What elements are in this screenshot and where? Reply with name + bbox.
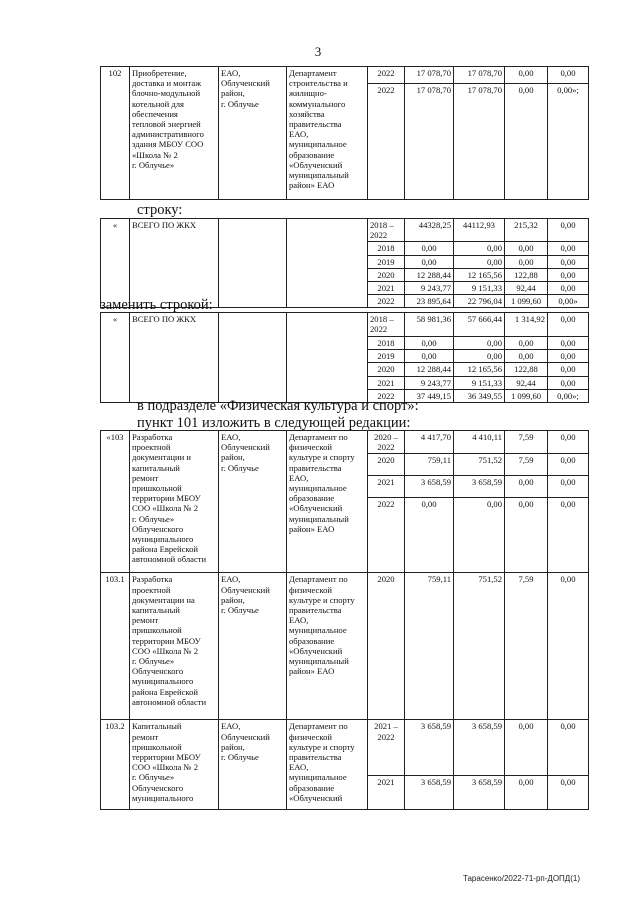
executor: Департамент по физической культуре и спорту правительства ЕАО, муниципальное образование «Облученский муниципальный район» ЕАО: [287, 431, 368, 573]
value-cell: 0,00: [454, 350, 505, 363]
value-cell: 215,32: [505, 219, 548, 242]
instruction-text: строку:: [137, 202, 183, 218]
value-cell: 0,00: [548, 431, 589, 454]
value-cell: 1 314,92: [505, 313, 548, 337]
value-cell: 7,59: [505, 431, 548, 454]
value-cell: 12 288,44: [405, 268, 454, 281]
value-cell: 0,00»;: [548, 389, 589, 402]
value-cell: 23 895,64: [405, 295, 454, 308]
value-cell: 759,11: [405, 454, 454, 476]
value-cell: 0,00: [505, 498, 548, 573]
value-cell: 0,00: [505, 350, 548, 363]
value-cell: 22 796,04: [454, 295, 505, 308]
value-cell: 4 410,11: [454, 431, 505, 454]
value-cell: 0,00: [548, 67, 589, 84]
value-cell: 92,44: [505, 376, 548, 389]
value-cell: 0,00: [505, 242, 548, 255]
object-location: ЕАО, Облученский район, г. Облучье: [219, 67, 287, 200]
value-cell: 1 099,60: [505, 295, 548, 308]
value-cell: 3 658,59: [405, 476, 454, 498]
value-cell: 0,00: [454, 498, 505, 573]
quote-mark: «: [101, 219, 130, 308]
year-cell: 2021: [368, 776, 405, 810]
instruction-text: пункт 101 изложить в следующей редакции:: [137, 415, 411, 431]
value-cell: 44112,93: [454, 219, 505, 242]
value-cell: 12 288,44: [405, 363, 454, 376]
value-cell: 12 165,56: [454, 363, 505, 376]
row-number: «103: [101, 431, 130, 573]
value-cell: 0,00: [548, 282, 589, 295]
year-cell: 2018: [368, 242, 405, 255]
value-cell: 9 243,77: [405, 282, 454, 295]
value-cell: 0,00: [548, 573, 589, 720]
year-cell: 2020: [368, 573, 405, 720]
year-cell: 2022: [368, 84, 405, 200]
value-cell: 36 349,55: [454, 389, 505, 402]
year-cell: 2021: [368, 476, 405, 498]
value-cell: 0,00: [548, 720, 589, 776]
year-cell: 2022: [368, 295, 405, 308]
value-cell: 0,00: [405, 242, 454, 255]
value-cell: 17 078,70: [405, 67, 454, 84]
executor: Департамент по физической культуре и спорту правительства ЕАО, муниципальное образование «Облученский муниципальный район» ЕАО: [287, 573, 368, 720]
value-cell: 0,00: [405, 350, 454, 363]
value-cell: 12 165,56: [454, 268, 505, 281]
year-cell: 2021: [368, 376, 405, 389]
value-cell: 0,00: [548, 268, 589, 281]
year-cell: 2021 – 2022: [368, 720, 405, 776]
year-cell: 2018 – 2022: [368, 219, 405, 242]
value-cell: 0,00: [548, 350, 589, 363]
value-cell: 0,00: [548, 363, 589, 376]
value-cell: 58 981,36: [405, 313, 454, 337]
value-cell: 0,00»;: [548, 84, 589, 200]
value-cell: 759,11: [405, 573, 454, 720]
year-cell: 2019: [368, 255, 405, 268]
table-total-new: [100, 312, 589, 403]
value-cell: 9 243,77: [405, 376, 454, 389]
year-cell: 2020: [368, 268, 405, 281]
section-heading: в подразделе «Физическая культура и спорт»:: [137, 398, 419, 414]
value-cell: 122,88: [505, 363, 548, 376]
value-cell: 751,52: [454, 454, 505, 476]
value-cell: 0,00: [505, 67, 548, 84]
value-cell: 0,00: [548, 337, 589, 350]
row-number: 103.1: [101, 573, 130, 720]
value-cell: 3 658,59: [454, 720, 505, 776]
empty-cell: [287, 313, 368, 403]
value-cell: 0,00: [548, 242, 589, 255]
table-row-103: [100, 430, 589, 810]
value-cell: 0,00: [454, 337, 505, 350]
value-cell: 7,59: [505, 454, 548, 476]
object-name: Приобретение, доставка и монтаж блочно-модульной котельной для обеспечения тепловой энергией административного здания МБОУ СОО «Школа № 2 г. Облучье»: [130, 67, 219, 200]
value-cell: 0,00: [548, 498, 589, 573]
value-cell: 3 658,59: [405, 776, 454, 810]
value-cell: 0,00: [548, 313, 589, 337]
year-cell: 2022: [368, 498, 405, 573]
object-location: ЕАО, Облученский район, г. Облучье: [219, 573, 287, 720]
value-cell: 0,00: [405, 337, 454, 350]
year-cell: 2022: [368, 67, 405, 84]
value-cell: 57 666,44: [454, 313, 505, 337]
value-cell: 0,00: [548, 376, 589, 389]
object-name: Разработка проектной документации на капитальный ремонт пришкольной территории МБОУ СОО «Школа № 2 г. Облучье» Облученского муниципального района Еврейской автономной области: [130, 573, 219, 720]
executor: Департамент строительства и жилищно- коммунального хозяйства правительства ЕАО, муниципальное образование «Облученский муниципальный район» ЕАО: [287, 67, 368, 200]
value-cell: 0,00: [548, 776, 589, 810]
object-name: Капитальный ремонт пришкольной территории МБОУ СОО «Школа № 2 г. Облучье» Облученского муниципального: [130, 720, 219, 810]
year-cell: 2019: [368, 350, 405, 363]
quote-mark: «: [101, 313, 130, 403]
year-cell: 2020: [368, 363, 405, 376]
value-cell: 17 078,70: [454, 84, 505, 200]
value-cell: 92,44: [505, 282, 548, 295]
table-row-103-1: [101, 573, 589, 720]
row-number: 102: [101, 67, 130, 200]
value-cell: 0,00: [505, 476, 548, 498]
value-cell: 0,00: [505, 776, 548, 810]
table-row-103-2: [101, 720, 589, 776]
total-label: ВСЕГО ПО ЖКХ: [130, 219, 219, 308]
value-cell: 0,00»: [548, 295, 589, 308]
value-cell: 3 658,59: [454, 776, 505, 810]
value-cell: 0,00: [454, 255, 505, 268]
value-cell: 0,00: [405, 255, 454, 268]
table-row-102: [100, 66, 589, 200]
row-number: 103.2: [101, 720, 130, 810]
year-cell: 2018 – 2022: [368, 313, 405, 337]
value-cell: 9 151,33: [454, 376, 505, 389]
value-cell: 17 078,70: [405, 84, 454, 200]
table-total-old: [100, 218, 589, 308]
value-cell: 4 417,70: [405, 431, 454, 454]
year-cell: 2020 – 2022: [368, 431, 405, 454]
value-cell: 9 151,33: [454, 282, 505, 295]
year-cell: 2022: [368, 389, 405, 402]
value-cell: 0,00: [548, 476, 589, 498]
value-cell: 0,00: [548, 454, 589, 476]
value-cell: 0,00: [548, 255, 589, 268]
value-cell: 7,59: [505, 573, 548, 720]
empty-cell: [287, 219, 368, 308]
value-cell: 0,00: [505, 720, 548, 776]
value-cell: 17 078,70: [454, 67, 505, 84]
value-cell: 0,00: [505, 255, 548, 268]
value-cell: 37 449,15: [405, 389, 454, 402]
object-location: ЕАО, Облученский район, г. Облучье: [219, 431, 287, 573]
value-cell: 122,88: [505, 268, 548, 281]
object-name: Разработка проектной документации и капитальный ремонт пришкольной территории МБОУ СОО «Школа № 2 г. Облучье» Облученского муниципального района Еврейской автономной области: [130, 431, 219, 573]
value-cell: 0,00: [454, 242, 505, 255]
value-cell: 0,00: [548, 219, 589, 242]
object-location: ЕАО, Облученский район, г. Облучье: [219, 720, 287, 810]
year-cell: 2018: [368, 337, 405, 350]
value-cell: 3 658,59: [405, 720, 454, 776]
value-cell: 751,52: [454, 573, 505, 720]
value-cell: 1 099,60: [505, 389, 548, 402]
value-cell: 0,00: [505, 337, 548, 350]
document-footer: Тарасенко/2022-71-рп-ДОПД(1): [462, 874, 580, 883]
value-cell: 3 658,59: [454, 476, 505, 498]
page-number: 3: [314, 44, 322, 59]
value-cell: 0,00: [405, 498, 454, 573]
year-cell: 2020: [368, 454, 405, 476]
empty-cell: [219, 219, 287, 308]
value-cell: 0,00: [505, 84, 548, 200]
empty-cell: [219, 313, 287, 403]
total-label: ВСЕГО ПО ЖКХ: [130, 313, 219, 403]
executor: Департамент по физической культуре и спорту правительства ЕАО, муниципальное образование «Облученский: [287, 720, 368, 810]
instruction-text: заменить строкой:: [100, 297, 213, 313]
year-cell: 2021: [368, 282, 405, 295]
value-cell: 44328,25: [405, 219, 454, 242]
